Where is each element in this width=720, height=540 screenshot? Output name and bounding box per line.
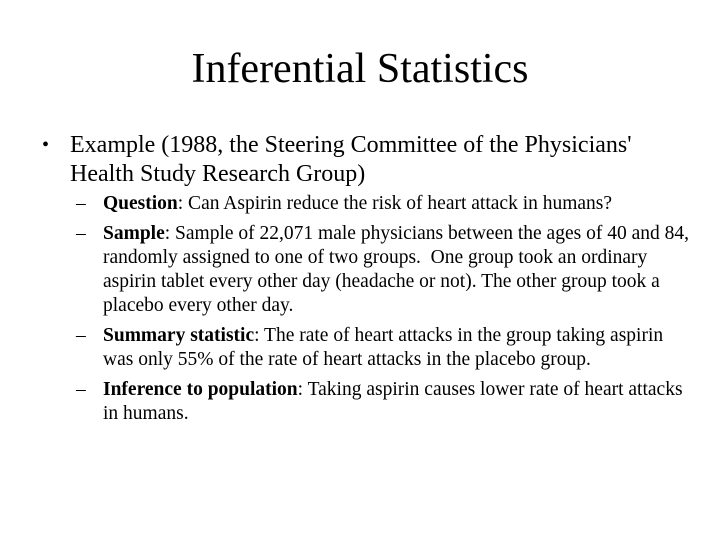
dash-icon: – (76, 193, 86, 214)
sub-bullet-question (76, 192, 693, 216)
sub-bullet-label: Summary statistic (103, 325, 255, 346)
dash-icon: – (76, 223, 86, 244)
main-bullet (42, 131, 680, 189)
sub-bullet-list (76, 192, 694, 432)
slide-title: Inferential Statistics (191, 46, 529, 92)
sub-bullet-text: : Can Aspirin reduce the risk of heart attack in humans? (177, 193, 613, 214)
sub-bullet-text: : Sample of 22,071 male physicians between the ages of 40 and 84, randomly assigned to one of two groups. One group took an ordinary aspirin tablet every other day (headache or not). The other group took a placebo every other day. (103, 223, 694, 316)
bullet-icon: • (42, 134, 50, 156)
dash-icon: – (76, 379, 86, 400)
sub-bullet-text: : Taking aspirin causes lower rate of heart attacks in humans. (103, 379, 683, 424)
sub-bullet-inference (76, 378, 693, 426)
sub-bullet-text: : The rate of heart attacks in the group taking aspirin was only 55% of the rate of heart attacks in the placebo group. (103, 325, 664, 370)
sub-bullet-label: Inference to population (103, 379, 298, 400)
main-bullet-text: Example (1988, the Steering Committee of the Physicians' Health Study Research Group) (70, 132, 632, 187)
dash-icon: – (76, 325, 86, 346)
sub-bullet-label: Sample (103, 223, 165, 244)
sub-bullet-sample (76, 222, 694, 318)
sub-bullet-summary-statistic (76, 324, 693, 372)
sub-bullet-label: Question (103, 193, 178, 214)
